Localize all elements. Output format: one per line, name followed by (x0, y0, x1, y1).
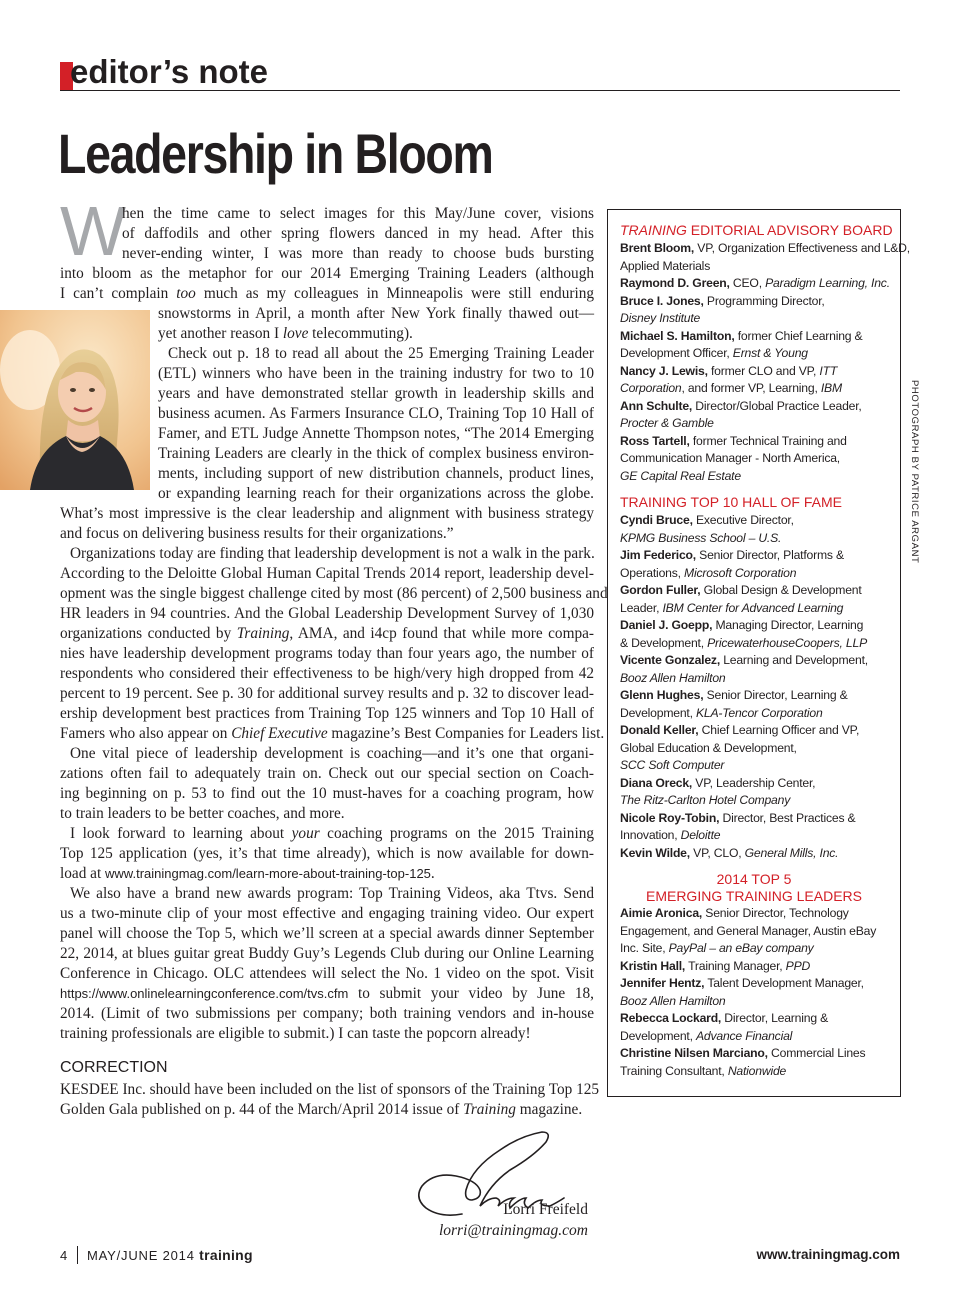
hall-of-fame-entry: Development, KLA-Tencor Corporation (620, 705, 823, 720)
body-text-line: (ETL) winners who have been in the training industry for two to 10 (158, 365, 594, 382)
emerging-leader-entry: Rebecca Lockard, Director, Learning & (620, 1011, 829, 1025)
body-text-line: ing beginning on p. 53 to find out the 10 must-haves for a coaching program, how (60, 785, 594, 802)
body-text-line[interactable]: https://www.onlinelearningconference.com/tvs.cfm to submit your video by June 18, (60, 985, 594, 1002)
hall-of-fame-entry: Jim Federico, Senior Director, Platforms & (620, 548, 844, 562)
body-text-line: zations often fail to adequately train on. Check out our special section on Coach- (60, 765, 594, 782)
hall-of-fame-entry: The Ritz-Carlton Hotel Company (620, 793, 791, 807)
signature-name: Lorri Freifeld (503, 1201, 588, 1218)
hall-of-fame-entry: SCC Soft Computer (620, 758, 725, 772)
drop-cap: W (60, 192, 127, 270)
footer-left (60, 1246, 253, 1265)
advisory-board-heading: TRAINING EDITORIAL ADVISORY BOARD (620, 222, 893, 238)
body-text-line: Famers who also appear on Chief Executive magazine’s Best Companies for Leaders list. (60, 725, 605, 742)
correction-text-line: Golden Gala published on p. 44 of the March/April 2014 issue of Training magazine. (60, 1101, 583, 1118)
emerging-leader-entry: Inc. Site, PayPal – an eBay company (620, 941, 814, 955)
hall-of-fame-entry: Diana Oreck, VP, Leadership Center, (620, 775, 816, 790)
advisory-board-entry: Raymond D. Green, CEO, Paradigm Learning, Inc. (620, 276, 890, 290)
body-text-line: respondents who considered their effectiveness to be high/very high dropped from 42 (60, 665, 594, 682)
photo-credit: PHOTOGRAPH BY PATRICE ARGANT (909, 380, 920, 564)
body-text-line: percent to 19 percent. See p. 30 for additional survey results and p. 32 to discover lead- (60, 685, 594, 702)
body-text-line: snowstorms in April, a month after New York finally thawed out— (158, 305, 594, 322)
body-text-line: panel will choose the Top 5, which we’ll screen at a special awards dinner September (60, 925, 594, 942)
emerging-leader-entry: Training Consultant, Nationwide (620, 1063, 787, 1078)
body-text-line: 22, 2014, at blues guitar great Buddy Guy’s Legends Club during our Online Learning (60, 945, 594, 962)
emerging-leaders-subheading: EMERGING TRAINING LEADERS (645, 888, 862, 904)
body-text-line: never-ending winter, I was more than ready to choose buds bursting (122, 245, 594, 262)
body-text-line: Training Leaders are clearly in the thick of complex business environ- (158, 445, 594, 462)
hall-of-fame-entry: Leader, IBM Center for Advanced Learning (620, 600, 844, 615)
body-text-line: opment was the single biggest challenge cited by most (86 percent) of 2,500 business and (60, 585, 608, 602)
body-text-line: According to the Deloitte Global Human Capital Trends 2014 report, leadership devel- (60, 565, 594, 582)
signature-email[interactable]: lorri@trainingmag.com (438, 1222, 588, 1239)
issue-date: MAY/JUNE 2014 (87, 1248, 195, 1263)
emerging-leader-entry: Booz Allen Hamilton (620, 993, 726, 1008)
hall-of-fame-entry: Global Education & Development, (620, 740, 797, 755)
body-text-line: of daffodils and other spring flowers danced in my head. After this (122, 225, 594, 242)
advisory-board-entry: Nancy J. Lewis, former CLO and VP, ITT (620, 363, 838, 378)
magazine-brand: training (199, 1247, 253, 1263)
hall-of-fame-entry: Gordon Fuller, Global Design & Development (620, 583, 862, 597)
body-text-line: ments, including support of new distribution channels, product lines, (158, 465, 594, 482)
body-text-line: into bloom as the metaphor for our 2014 Emerging Training Leaders (although (60, 265, 594, 282)
footer-divider (77, 1246, 78, 1264)
body-text-line: One vital piece of leadership development is coaching—and it’s one that organi- (70, 745, 594, 762)
advisory-board-entry: GE Capital Real Estate (620, 468, 741, 483)
emerging-leader-entry: Christine Nilsen Marciano, Commercial Lines (620, 1046, 866, 1060)
body-text-line: HR leaders in 94 countries. And the Global Leadership Development Survey of 1,030 (60, 605, 594, 622)
body-text-line: Organizations today are finding that leadership development is not a walk in the park. (70, 545, 595, 562)
article-title: Leadership in Bloom (58, 122, 493, 185)
body-text-line: yet another reason I love telecommuting). (158, 325, 413, 342)
hall-of-fame-entry: Daniel J. Goepp, Managing Director, Learning (620, 618, 864, 632)
advisory-board-entry: Ross Tartell, former Technical Training and (620, 433, 847, 448)
emerging-leader-entry: Jennifer Hentz, Talent Development Manager, (620, 976, 864, 990)
body-text-line: What’s most impressive is the clear leadership and alignment with business strategy (60, 505, 594, 522)
advisory-board-entry: Disney Institute (620, 311, 701, 325)
body-text-line: ership development best practices from Training Top 125 winners and Top 10 Hall of (60, 705, 594, 722)
hall-of-fame-entry: & Development, PricewaterhouseCoopers, LLP (620, 635, 868, 650)
body-text-line: Famer, and ETL Judge Annette Thompson notes, “The 2014 Emerging (158, 425, 594, 442)
section-label: editor’s note (70, 53, 269, 90)
hall-of-fame-entry: Booz Allen Hamilton (620, 670, 726, 685)
body-text-line: to train leaders to be better coaches, and more. (60, 805, 345, 822)
body-text-line: training professionals are eligible to submit.) I can taste the popcorn already! (60, 1025, 531, 1042)
emerging-leaders-heading: 2014 TOP 5 (716, 871, 792, 887)
body-text-line: Top 125 application (yes, it’s that time already), which is now available for down- (60, 845, 594, 862)
advisory-board-entry: Procter & Gamble (620, 416, 714, 430)
advisory-board-entry: Applied Materials (620, 258, 711, 273)
body-text-line: hen the time came to select images for this May/June cover, visions (122, 205, 594, 222)
hall-of-fame-entry: Glenn Hughes, Senior Director, Learning & (620, 688, 848, 702)
hall-of-fame-entry: Donald Keller, Chief Learning Officer and VP, (620, 723, 860, 737)
advisory-board-entry: Michael S. Hamilton, former Chief Learning & (620, 328, 863, 343)
body-text-line: nies have leadership development programs today than four years ago, the number of (60, 645, 594, 662)
correction-heading: CORRECTION (60, 1059, 168, 1076)
body-text-line: I can’t complain too much as my colleagues in Minneapolis were still enduring (60, 285, 594, 302)
hall-of-fame-entry: Vicente Gonzalez, Learning and Development, (620, 653, 868, 667)
footer-url[interactable]: www.trainingmag.com (756, 1247, 900, 1262)
hall-of-fame-entry: KPMG Business School – U.S. (620, 530, 782, 545)
body-text-line: organizations conducted by Training, AMA, and i4cp found that while more compa- (60, 625, 594, 642)
author-photo (0, 310, 150, 490)
body-text-line: and focus on delivering business results for their organizations.” (60, 525, 454, 542)
hall-of-fame-entry: Kevin Wilde, VP, CLO, General Mills, Inc. (620, 845, 839, 860)
body-text-line: business acumen. As Farmers Insurance CLO, Training Top 10 Hall of (158, 405, 594, 422)
body-text-line: years and have demonstrated stellar growth in leadership skills and (158, 385, 594, 402)
emerging-leader-entry: Aimie Aronica, Senior Director, Technology (620, 906, 849, 920)
hall-of-fame-heading: TRAINING TOP 10 HALL OF FAME (620, 494, 842, 510)
body-text-line: Conference in Chicago. OLC attendees will select the No. 1 video on the spot. Visit (60, 965, 594, 982)
advisory-board-entry: Brent Bloom, VP, Organization Effectiveness and L&D, (620, 241, 910, 255)
body-text-line: us a two-minute clip of your most effective and engaging training video. Our expert (60, 905, 594, 922)
body-text-line: I look forward to learning about your coaching programs on the 2015 Training (70, 825, 595, 842)
emerging-leader-entry: Engagement, and General Manager, Austin eBay (620, 923, 877, 938)
body-text-line[interactable]: load at www.trainingmag.com/learn-more-about-training-top-125. (60, 865, 435, 882)
section-header (60, 53, 900, 91)
hall-of-fame-entry: Nicole Roy-Tobin, Director, Best Practices & (620, 810, 856, 825)
hall-of-fame-entry: Operations, Microsoft Corporation (620, 565, 797, 580)
advisory-board-entry: Corporation, and former VP, Learning, IBM (620, 381, 842, 395)
body-text-line: 2014. (Limit of two submissions per company; both training vendors and in-house (60, 1005, 594, 1022)
advisory-board-entry: Communication Manager - North America, (620, 451, 840, 465)
advisory-board-entry: Bruce I. Jones, Programming Director, (620, 293, 825, 308)
correction-text-line: KESDEE Inc. should have been included on the list of sponsors of the Training Top 125 (60, 1081, 600, 1098)
emerging-leader-entry: Development, Advance Financial (620, 1028, 793, 1043)
advisory-board-entry: Ann Schulte, Director/Global Practice Leader, (620, 398, 862, 413)
body-text-line: or expanding learning reach for their organizations across the globe. (158, 485, 594, 502)
hall-of-fame-entry: Cyndi Bruce, Executive Director, (620, 513, 794, 527)
hall-of-fame-entry: Innovation, Deloitte (620, 828, 721, 842)
body-text-line: Check out p. 18 to read all about the 25 Emerging Training Leader (168, 345, 594, 362)
emerging-leader-entry: Kristin Hall, Training Manager, PPD (620, 958, 811, 973)
body-text-line: We also have a brand new awards program: Top Training Videos, aka Ttvs. Send (70, 885, 594, 902)
advisory-board-entry: Development Officer, Ernst & Young (620, 346, 808, 360)
page-number: 4 (60, 1248, 69, 1263)
